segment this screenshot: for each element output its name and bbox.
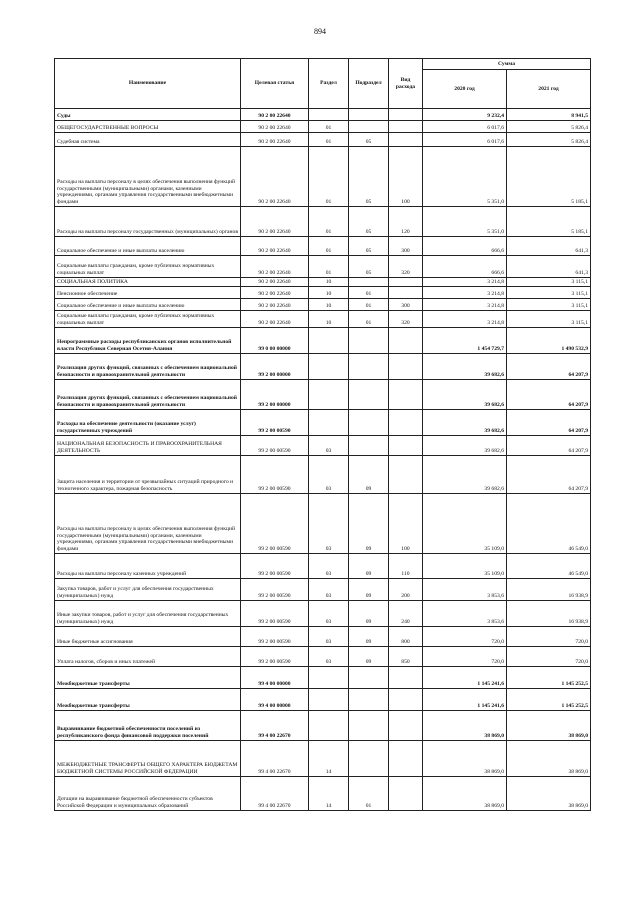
row-section: 01 [309,256,349,278]
row-name: Социальное обеспечение и иные выплаты населению [55,299,241,311]
row-target-article: 90 2 00 22640 [241,121,309,133]
row-target-article: 99 2 00 00590 [241,579,309,601]
row-target-article: 99 2 00 00590 [241,456,309,494]
table-row [55,207,591,237]
row-section: 01 [309,207,349,237]
row-name: Непрограммные расходы республиканских органов исполнительной власти Республики Северная Осетия-Алания [55,328,241,354]
row-subsection: 09 [349,647,389,667]
table-row [55,380,591,410]
row-subsection: 05 [349,207,389,237]
row-sum-2020: 5 351,0 [423,147,507,207]
row-subsection: 09 [349,579,389,601]
row-sum-2021: 64 207,9 [507,354,591,380]
row-target-article: 99 2 00 00590 [241,554,309,579]
table-row [55,627,591,647]
row-expense-kind: 100 [389,147,423,207]
row-target-article: 99 2 00 00590 [241,494,309,554]
row-subsection [349,667,389,689]
row-target-article: 99 2 00 00590 [241,647,309,667]
row-sum-2021: 46 549,0 [507,554,591,579]
row-sum-2020: 720,0 [423,627,507,647]
table-row [55,256,591,278]
row-section: 01 [309,147,349,207]
row-name: Межбюджетные трансферты [55,667,241,689]
row-name: Расходы на выплаты персоналу в целях обеспечения выполнения функций государственными (муниципальными) органами, казенными учреждениями, органами управления государственными внебюджетными фондами [55,147,241,207]
row-subsection [349,741,389,777]
row-sum-2020: 38 869,0 [423,711,507,741]
table-row [55,237,591,256]
row-sum-2021: 16 938,9 [507,579,591,601]
row-name: Социальные выплаты гражданам, кроме публичных нормативных социальных выплат [55,311,241,328]
row-expense-kind: 100 [389,494,423,554]
row-name: Выравнивание бюджетной обеспеченности поселений из республиканского фонда финансовой поддержки поселений [55,711,241,741]
row-expense-kind: 110 [389,554,423,579]
row-section: 03 [309,456,349,494]
row-sum-2020: 1 454 729,7 [423,328,507,354]
row-sum-2021: 64 207,9 [507,380,591,410]
row-expense-kind: 320 [389,256,423,278]
table-row [55,287,591,299]
row-expense-kind [389,121,423,133]
row-sum-2020: 666,6 [423,237,507,256]
row-target-article: 90 2 00 22640 [241,256,309,278]
row-expense-kind: 240 [389,601,423,627]
table-row [55,494,591,554]
row-sum-2021: 16 938,9 [507,601,591,627]
row-target-article: 90 2 00 22640 [241,299,309,311]
row-expense-kind [389,711,423,741]
row-sum-2021: 641,3 [507,237,591,256]
row-sum-2021: 38 869,0 [507,741,591,777]
row-expense-kind [389,287,423,299]
table-row [55,354,591,380]
row-expense-kind [389,456,423,494]
row-sum-2020: 3 214,8 [423,311,507,328]
row-section: 03 [309,627,349,647]
row-expense-kind: 320 [389,311,423,328]
row-name: Межбюджетные трансферты [55,689,241,711]
row-expense-kind [389,278,423,287]
row-sum-2021: 64 207,9 [507,436,591,456]
row-sum-2021: 64 207,9 [507,410,591,436]
row-target-article: 90 2 00 22640 [241,109,309,121]
row-target-article: 90 2 00 22640 [241,311,309,328]
row-sum-2020: 1 145 241,6 [423,667,507,689]
row-subsection: 01 [349,777,389,811]
row-subsection: 09 [349,601,389,627]
row-expense-kind [389,133,423,147]
row-subsection [349,380,389,410]
row-sum-2020: 39 682,6 [423,354,507,380]
row-sum-2020: 3 214,8 [423,278,507,287]
table-row [55,299,591,311]
row-target-article: 99 4 00 22670 [241,777,309,811]
row-subsection: 09 [349,627,389,647]
row-expense-kind [389,354,423,380]
row-expense-kind [389,741,423,777]
row-name: Пенсионное обеспечение [55,287,241,299]
header-subsection: Подраздел [349,59,389,109]
header-section: Раздел [309,59,349,109]
row-name: Расходы на выплаты персоналу в целях обеспечения выполнения функций государственными (муниципальными) органами, казенными учреждениями, органами управления государственными внебюджетными фондами [55,494,241,554]
page-number: 894 [314,27,326,36]
row-name: Суды [55,109,241,121]
table-row [55,579,591,601]
row-target-article: 99 0 00 00000 [241,328,309,354]
row-subsection [349,121,389,133]
row-target-article: 99 2 00 00590 [241,627,309,647]
table-row [55,311,591,328]
row-expense-kind [389,380,423,410]
row-name: Реализация других функций, связанных с обеспечением национальной безопасности и правоохранительной деятельности [55,354,241,380]
row-section: 10 [309,278,349,287]
row-target-article: 99 4 00 00000 [241,667,309,689]
table-row [55,147,591,207]
row-name: МЕЖБЮДЖЕТНЫЕ ТРАНСФЕРТЫ ОБЩЕГО ХАРАКТЕРА БЮДЖЕТАМ БЮДЖЕТНОЙ СИСТЕМЫ РОССИЙСКОЙ ФЕДЕРАЦИИ [55,741,241,777]
row-expense-kind [389,689,423,711]
row-expense-kind: 850 [389,647,423,667]
row-sum-2020: 6 017,6 [423,133,507,147]
row-section: 01 [309,121,349,133]
row-name: Расходы на обеспечение деятельности (оказание услуг) государственных учреждений [55,410,241,436]
row-target-article: 90 2 00 22640 [241,287,309,299]
row-section: 10 [309,287,349,299]
row-subsection: 05 [349,256,389,278]
table-row [55,711,591,741]
header-expense-kind: Вид расхода [389,59,423,109]
row-section [309,380,349,410]
row-name: Закупка товаров, работ и услуг для обеспечения государственных (муниципальных) нужд [55,579,241,601]
row-name: Социальное обеспечение и иные выплаты населению [55,237,241,256]
row-expense-kind: 300 [389,237,423,256]
row-subsection [349,689,389,711]
row-subsection: 01 [349,287,389,299]
budget-table [54,58,591,811]
header-sum: Сумма [423,59,591,70]
row-name: Уплата налогов, сборов и иных платежей [55,647,241,667]
header-year-2020: 2020 год [423,70,507,109]
row-subsection [349,328,389,354]
row-sum-2021: 720,0 [507,627,591,647]
row-target-article: 99 4 00 00000 [241,689,309,711]
row-section [309,711,349,741]
row-sum-2021: 5 826,4 [507,121,591,133]
row-target-article: 90 2 00 22640 [241,147,309,207]
row-section [309,410,349,436]
row-section [309,667,349,689]
row-sum-2021: 8 941,5 [507,109,591,121]
row-sum-2021: 1 145 252,5 [507,667,591,689]
row-sum-2020: 3 853,6 [423,601,507,627]
row-subsection [349,354,389,380]
row-sum-2021: 38 869,0 [507,777,591,811]
row-target-article: 99 4 00 22670 [241,711,309,741]
row-section: 01 [309,133,349,147]
row-sum-2021: 1 490 532,9 [507,328,591,354]
row-name: Расходы на выплаты персоналу казенных учреждений [55,554,241,579]
row-sum-2021: 3 115,1 [507,299,591,311]
row-section [309,328,349,354]
row-sum-2020: 3 214,8 [423,299,507,311]
row-section: 03 [309,436,349,456]
row-name: Расходы на выплаты персоналу государственных (муниципальных) органов [55,207,241,237]
row-sum-2021: 641,3 [507,256,591,278]
row-sum-2021: 46 549,0 [507,494,591,554]
row-target-article: 90 2 00 22640 [241,278,309,287]
row-target-article: 99 2 00 00590 [241,436,309,456]
row-section: 14 [309,741,349,777]
row-section: 03 [309,554,349,579]
row-expense-kind [389,436,423,456]
header-name: Наименование [55,59,241,109]
table-row [55,741,591,777]
row-subsection [349,711,389,741]
row-sum-2020: 39 682,6 [423,456,507,494]
row-section: 01 [309,237,349,256]
row-section: 14 [309,777,349,811]
row-expense-kind [389,777,423,811]
row-expense-kind: 200 [389,579,423,601]
row-sum-2020: 3 853,6 [423,579,507,601]
row-section [309,689,349,711]
row-subsection: 09 [349,494,389,554]
table-body [55,109,591,811]
row-section [309,354,349,380]
header-target-article: Целевая статья [241,59,309,109]
row-sum-2020: 1 145 241,6 [423,689,507,711]
row-sum-2020: 666,6 [423,256,507,278]
row-sum-2020: 720,0 [423,647,507,667]
row-name: Иные закупки товаров, работ и услуг для обеспечения государственных (муниципальных) нужд [55,601,241,627]
row-sum-2020: 39 682,6 [423,380,507,410]
row-section: 03 [309,647,349,667]
row-target-article: 99 2 00 00000 [241,380,309,410]
row-sum-2021: 5 185,1 [507,207,591,237]
table-row [55,436,591,456]
table-row [55,278,591,287]
row-sum-2020: 39 682,6 [423,410,507,436]
table-row [55,109,591,121]
row-expense-kind: 300 [389,299,423,311]
row-name: Защита населения и территории от чрезвычайных ситуаций природного и техногенного характера, пожарная безопасность [55,456,241,494]
row-name: Судебная система [55,133,241,147]
row-subsection [349,278,389,287]
row-section: 03 [309,601,349,627]
table-row [55,554,591,579]
row-section: 03 [309,494,349,554]
row-sum-2020: 6 017,6 [423,121,507,133]
row-sum-2020: 5 351,0 [423,207,507,237]
header-year-2021: 2021 год [507,70,591,109]
row-sum-2021: 64 207,9 [507,456,591,494]
row-sum-2021: 3 115,1 [507,287,591,299]
row-name: Дотации на выравнивание бюджетной обеспеченности субъектов Российской Федерации и муниципальных образований [55,777,241,811]
row-sum-2021: 5 185,1 [507,147,591,207]
row-expense-kind [389,410,423,436]
row-expense-kind: 120 [389,207,423,237]
row-section: 10 [309,299,349,311]
row-expense-kind [389,109,423,121]
table-row [55,121,591,133]
row-subsection [349,436,389,456]
row-subsection: 05 [349,237,389,256]
table-row [55,601,591,627]
row-sum-2021: 3 115,1 [507,278,591,287]
row-subsection [349,109,389,121]
row-subsection: 09 [349,554,389,579]
table-row [55,647,591,667]
row-expense-kind: 800 [389,627,423,647]
row-target-article: 99 4 00 22670 [241,741,309,777]
row-subsection: 09 [349,456,389,494]
table-row [55,328,591,354]
row-expense-kind [389,328,423,354]
table-row [55,667,591,689]
table-row [55,777,591,811]
row-subsection: 05 [349,133,389,147]
row-sum-2021: 3 115,1 [507,311,591,328]
row-section: 10 [309,311,349,328]
row-sum-2020: 38 869,0 [423,741,507,777]
row-subsection: 01 [349,299,389,311]
row-name: Социальные выплаты гражданам, кроме публичных нормативных социальных выплат [55,256,241,278]
row-name: СОЦИАЛЬНАЯ ПОЛИТИКА [55,278,241,287]
row-sum-2020: 38 869,0 [423,777,507,811]
row-target-article: 90 2 00 22640 [241,133,309,147]
row-section [309,109,349,121]
table-row [55,456,591,494]
row-sum-2020: 9 232,4 [423,109,507,121]
row-target-article: 90 2 00 22640 [241,237,309,256]
row-subsection: 05 [349,147,389,207]
row-sum-2021: 38 869,0 [507,711,591,741]
row-target-article: 90 2 00 22640 [241,207,309,237]
row-sum-2020: 3 214,8 [423,287,507,299]
row-target-article: 99 2 00 00000 [241,354,309,380]
row-sum-2020: 39 682,6 [423,436,507,456]
row-sum-2021: 5 826,4 [507,133,591,147]
row-expense-kind [389,667,423,689]
row-sum-2021: 720,0 [507,647,591,667]
table-row [55,133,591,147]
row-sum-2020: 35 109,0 [423,494,507,554]
row-target-article: 99 2 00 00590 [241,410,309,436]
row-name: НАЦИОНАЛЬНАЯ БЕЗОПАСНОСТЬ И ПРАВООХРАНИТЕЛЬНАЯ ДЕЯТЕЛЬНОСТЬ [55,436,241,456]
table-row [55,689,591,711]
row-subsection: 01 [349,311,389,328]
row-sum-2021: 1 145 252,5 [507,689,591,711]
row-name: Реализация других функций, связанных с обеспечением национальной безопасности и правоохранительной деятельности [55,380,241,410]
row-section: 03 [309,579,349,601]
row-sum-2020: 35 109,0 [423,554,507,579]
row-name: ОБЩЕГОСУДАРСТВЕННЫЕ ВОПРОСЫ [55,121,241,133]
row-name: Иные бюджетные ассигнования [55,627,241,647]
row-target-article: 99 2 00 00590 [241,601,309,627]
row-subsection [349,410,389,436]
table-row [55,410,591,436]
